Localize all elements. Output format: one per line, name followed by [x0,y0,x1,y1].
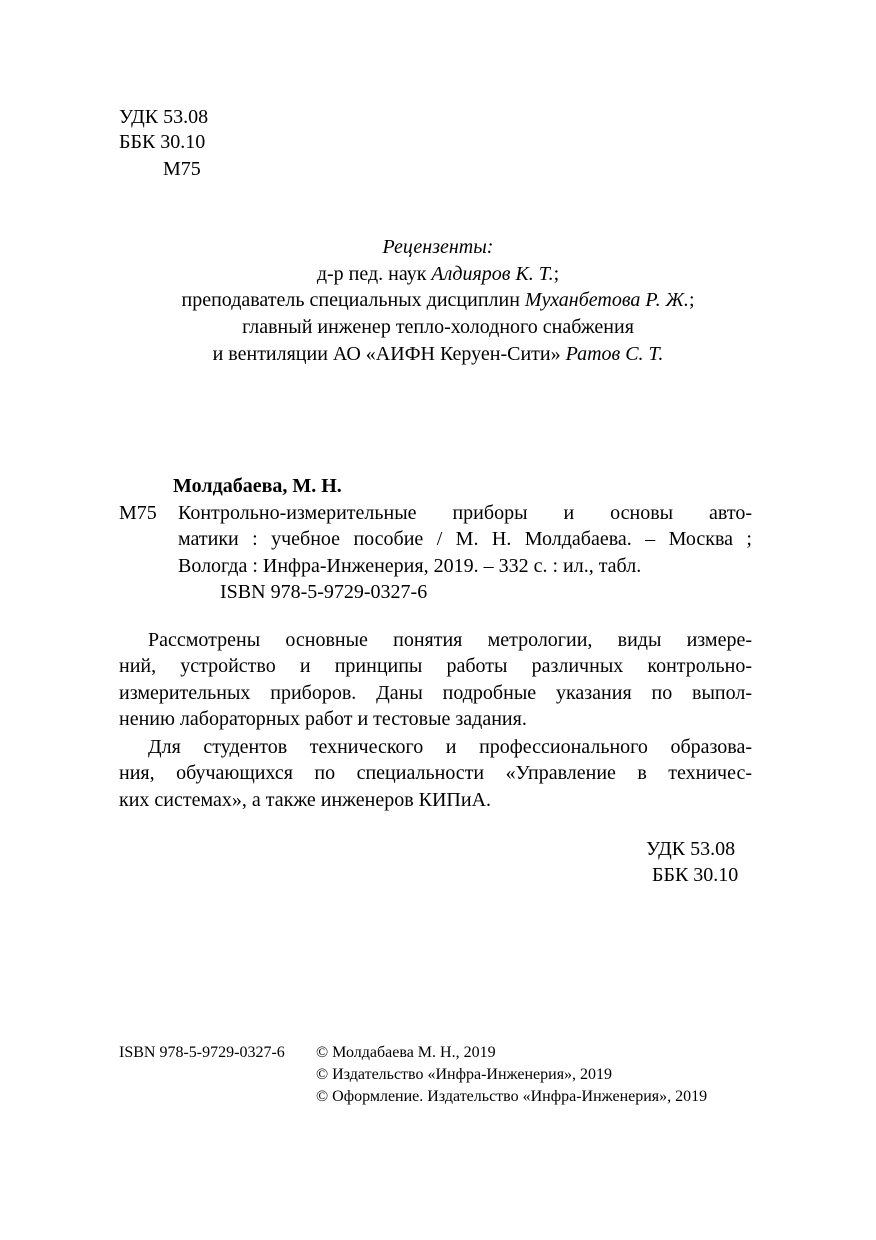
bbk-code-bottom: ББК 30.10 [652,864,739,886]
bib-author-name: Молдабаева, М. Н. [173,475,342,497]
reviewers-title [118,233,758,261]
reviewer-3 [118,340,758,368]
bib-code: М75 [119,502,157,524]
abstract-line: Рассмотрены основные понятия метрологии, виды измере- [148,629,752,651]
abstract-line: ния, обучающихся по специальности «Управление в техничес- [119,762,752,784]
bib-line-2: матики : учебное пособие / М. Н. Молдабаева. – Москва ; [178,528,752,550]
reviewer-2 [118,286,758,314]
reviewer-1 [118,260,758,288]
bib-line-1: Контрольно-измерительные приборы и основы авто- [178,502,752,524]
author-code-top: М75 [163,158,201,180]
reviewer-3-position-line: главный инженер тепло-холодного снабжения [242,316,634,338]
reviewer-3-name: Ратов С. Т. [565,343,664,365]
copyright-design: © Оформление. Издательство «Инфра-Инженерия», 2019 [316,1088,708,1105]
reviewer-1-name: Алдияров К. Т. [431,263,554,285]
abstract-line: Для студентов технического и профессионального образова- [148,736,752,758]
reviewer-2-position: преподаватель специальных дисциплин [181,289,520,311]
udk-code-top: УДК 53.08 [119,106,209,128]
bbk-code-top: ББК 30.10 [119,131,206,153]
reviewer-1-degree: д-р пед. наук [316,263,427,285]
bib-isbn: ISBN 978-5-9729-0327-6 [220,581,428,603]
copyright-publisher: © Издательство «Инфра-Инженерия», 2019 [316,1066,613,1083]
copyright-author: © Молдабаева М. Н., 2019 [316,1044,496,1061]
copyright-isbn: ISBN 978-5-9729-0327-6 [119,1044,285,1061]
abstract-line: ких системах», а также инженеров КИПиА. [119,789,492,811]
reviewer-2-sep: ; [688,289,695,311]
reviewer-1-sep: ; [553,263,560,285]
abstract-line: измерительных приборов. Даны подробные указания по выпол- [119,682,752,704]
reviewers-heading: Рецензенты: [382,236,494,258]
reviewer-3-org: и вентиляции АО «АИФН Керуен-Сити» [212,343,561,365]
reviewer-2-name: Муханбетова Р. Ж. [524,289,689,311]
udk-code-bottom: УДК 53.08 [646,838,736,860]
abstract-line: ний, устройство и принципы работы различных контрольно- [119,655,752,677]
bib-line-3: Вологда : Инфра-Инженерия, 2019. – 332 с. : ил., табл. [178,555,642,577]
bib-author [173,472,342,500]
abstract-line: нению лабораторных работ и тестовые задания. [119,708,527,730]
